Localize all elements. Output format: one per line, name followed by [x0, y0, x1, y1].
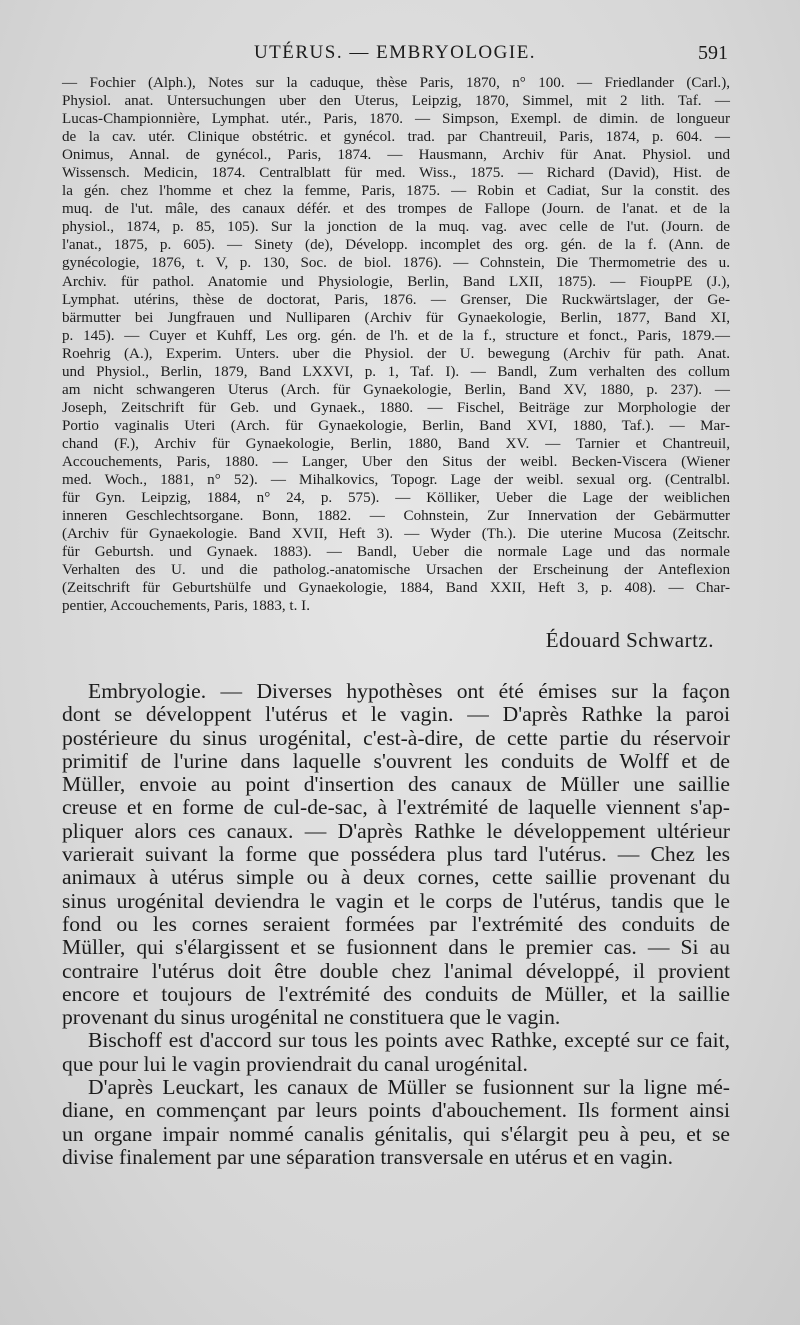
- text-line: primitif de l'urine dans laquelle s'ouvrent les conduits de Wolff et de: [62, 748, 730, 773]
- page-number: 591: [698, 42, 728, 64]
- bibliography-line: für Geburtsh. und Gynaek. 1883). — Bandl, Ueber die normale Lage und das normale: [62, 544, 730, 561]
- author-signature: Édouard Schwartz.: [545, 628, 714, 652]
- paragraph: [62, 1029, 730, 1076]
- bibliography-line: — Fochier (Alph.), Notes sur la caduque, thèse Paris, 1870, n° 100. — Friedlander (Carl.),: [62, 75, 730, 91]
- text-line: que pour lui le vagin proviendrait du canal urogénital.: [62, 1051, 528, 1076]
- text-line: encore et toujours de l'extrémité des conduits de Müller, et la saillie: [62, 981, 730, 1006]
- text-line: Müller, qui s'élargissent et se fusionnent dans le premier cas. — Si au: [62, 935, 730, 960]
- text-line: divise finalement par une séparation transversale en utérus et en vagin.: [62, 1144, 673, 1169]
- bibliography-line: de la cav. utér. Clinique obstétric. et gynécol. trad. par Chantreuil, Paris, 1874, p. 604. —: [62, 129, 730, 146]
- bibliography-line: Portio vaginalis Uteri (Arch. für Gynaekologie, Berlin, Band XVI, 1880, Taf.). — Mar-: [62, 417, 730, 434]
- bibliography-line: (Archiv für Gynaekologie. Band XVII, Heft 3). — Wyder (Th.). Die uterine Mucosa (Zeitschr.: [62, 526, 730, 543]
- bibliography-line: Lucas-Championnière, Lymphat. utér., Paris, 1870. — Simpson, Exempl. de dimin. de longueur: [62, 111, 730, 128]
- text-line: creuse et en forme de cul-de-sac, à l'extrémité de laquelle viennent s'ap-: [62, 795, 730, 820]
- bibliography-line: med. Woch., 1881, n° 52). — Mihalkovics, Topogr. Lage der weibl. sexual org. (Centralbl.: [62, 472, 730, 489]
- running-head: UTÉRUS. — EMBRYOLOGIE.: [253, 42, 537, 63]
- bibliography-block: [62, 74, 730, 615]
- text-line: provenant du sinus urogénital ne constituera que le vagin.: [62, 1005, 561, 1030]
- bibliography-line: Physiol. anat. Untersuchungen uber den Uterus, Leipzig, 1870, Simmel, mit 2 lith. Taf. —: [62, 93, 730, 110]
- text-line: fond ou les cornes seraient formées par l'extrémité des conduits de: [62, 911, 730, 936]
- page-header: [62, 42, 728, 72]
- text-line: varierait suivant la forme que possédera plus tard l'utérus. — Chez les: [62, 842, 730, 867]
- paragraph: [62, 1076, 730, 1169]
- text-line: diane, en commençant par leurs points d'abouchement. Ils forment ainsi: [62, 1098, 730, 1123]
- bibliography-line: für Gyn. Leipzig, 1884, n° 24, p. 575). — Kölliker, Ueber die Lage der weiblichen: [62, 490, 730, 507]
- bibliography-line: p. 145). — Cuyer et Kuhff, Les org. gén. de l'h. et de la f., structure et fonct., Paris, 1879.—: [62, 327, 730, 344]
- text-line: Müller, envoie au point d'insertion des canaux de Müller une saillie: [62, 772, 730, 797]
- bibliography-line: Verhalten des U. und die patholog.-anatomische Ursachen der Erscheinung der Anteflexion: [62, 562, 730, 579]
- bibliography-line: chand (F.), Archiv für Gynaekologie, Berlin, 1880, Band XV. — Tarnier et Chantreuil,: [62, 435, 730, 452]
- bibliography-line: Onimus, Annal. de gynécol., Paris, 1874. — Hausmann, Archiv für Anat. Physiol. und: [62, 147, 730, 164]
- bibliography-line: pentier, Accouchements, Paris, 1883, t. I.: [62, 598, 310, 615]
- text-line: postérieure du sinus urogénital, c'est-à-dire, de cette partie du réservoir: [62, 725, 730, 750]
- bibliography-line: gynécologie, 1876, t. V, p. 130, Soc. de biol. 1876). — Cohnstein, Die Thermometrie des u.: [62, 255, 730, 272]
- text-line: dont se développent l'utérus et le vagin. — D'après Rathke la paroi: [62, 702, 730, 727]
- paragraph: [62, 680, 730, 1029]
- bibliography-line: Roehrig (A.), Experim. Unters. uber die Physiol. der U. bewegung (Archiv für path. Anat.: [62, 345, 730, 362]
- text-line: un organe impair nommé canalis génitalis, qui s'élargit peu à peu, et se: [62, 1121, 730, 1146]
- bibliography-line: Lymphat. utérins, thèse de doctorat, Paris, 1876. — Grenser, Die Ruckwärtslager, der Ge-: [62, 291, 730, 308]
- bibliography-line: und Physiol., Berlin, 1879, Band LXXVI, p. 1, Taf. I). — Bandl, Zum verhalten des collum: [62, 363, 730, 380]
- bibliography-line: (Zeitschrift für Geburtshülfe und Gynaekologie, 1884, Band XXII, Heft 3, p. 408). — Char-: [62, 580, 730, 597]
- text-line: D'après Leuckart, les canaux de Müller se fusionnent sur la ligne mé-: [88, 1075, 730, 1100]
- text-line: sinus urogénital deviendra le vagin et le corps de l'utérus, tandis que le: [62, 888, 730, 913]
- bibliography-line: muq. de l'ut. mâle, des canaux défér. et des trompes de Fallope (Journ. de l'anat. et de la: [62, 201, 730, 218]
- bibliography-line: Archiv. für pathol. Anatomie und Physiologie, Berlin, Band LXII, 1875). — FioupPE (J.),: [62, 273, 730, 290]
- bibliography-line: physiol., 1874, p. 85, 105). Sur la jonction de la muq. vag. avec celle de l'ut. (Journ. de: [62, 219, 730, 236]
- text-line: animaux à utérus simple ou à deux cornes, cette saillie provenant du: [62, 865, 730, 890]
- bibliography-line: la gén. chez l'homme et chez la femme, Paris, 1875. — Robin et Cadiat, Sur la constit. des: [62, 183, 730, 200]
- main-text: [62, 680, 730, 1169]
- bibliography-line: l'anat., 1875, p. 605). — Sinety (de), Développ. incomplet des org. gén. de la f. (Ann. de: [62, 237, 730, 254]
- bibliography-line: Accouchements, Paris, 1880. — Langer, Uber den Situs der weibl. Becken-Viscera (Wiener: [62, 453, 730, 470]
- bibliography-line: am nicht schwangeren Uterus (Arch. für Gynaekologie, Berlin, Band XV, 1880, p. 237). —: [62, 381, 730, 398]
- bibliography-line: Wissensch. Medicin, 1874. Centralblatt für med. Wiss., 1875. — Richard (David), Hist. de: [62, 165, 730, 182]
- text-line: contraire l'utérus doit être double chez l'animal développé, il provient: [62, 958, 730, 983]
- bibliography-line: Joseph, Zeitschrift für Geb. und Gynaek., 1880. — Fischel, Beiträge zur Morphologie der: [62, 399, 730, 416]
- bibliography-line: bärmutter bei Jungfrauen und Nulliparen (Archiv für Gynaekologie, Berlin, 1877, Band XI,: [62, 309, 730, 326]
- text-line: Bischoff est d'accord sur tous les points avec Rathke, excepté sur ce fait,: [88, 1028, 730, 1053]
- text-line: Embryologie. — Diverses hypothèses ont été émises sur la façon: [88, 679, 730, 703]
- text-line: pliquer alors ces canaux. — D'après Rathke le développement ultérieur: [62, 818, 730, 843]
- bibliography-line: inneren Geschlechtsorgane. Bonn, 1882. — Cohnstein, Zur Innervation der Gebärmutter: [62, 508, 730, 525]
